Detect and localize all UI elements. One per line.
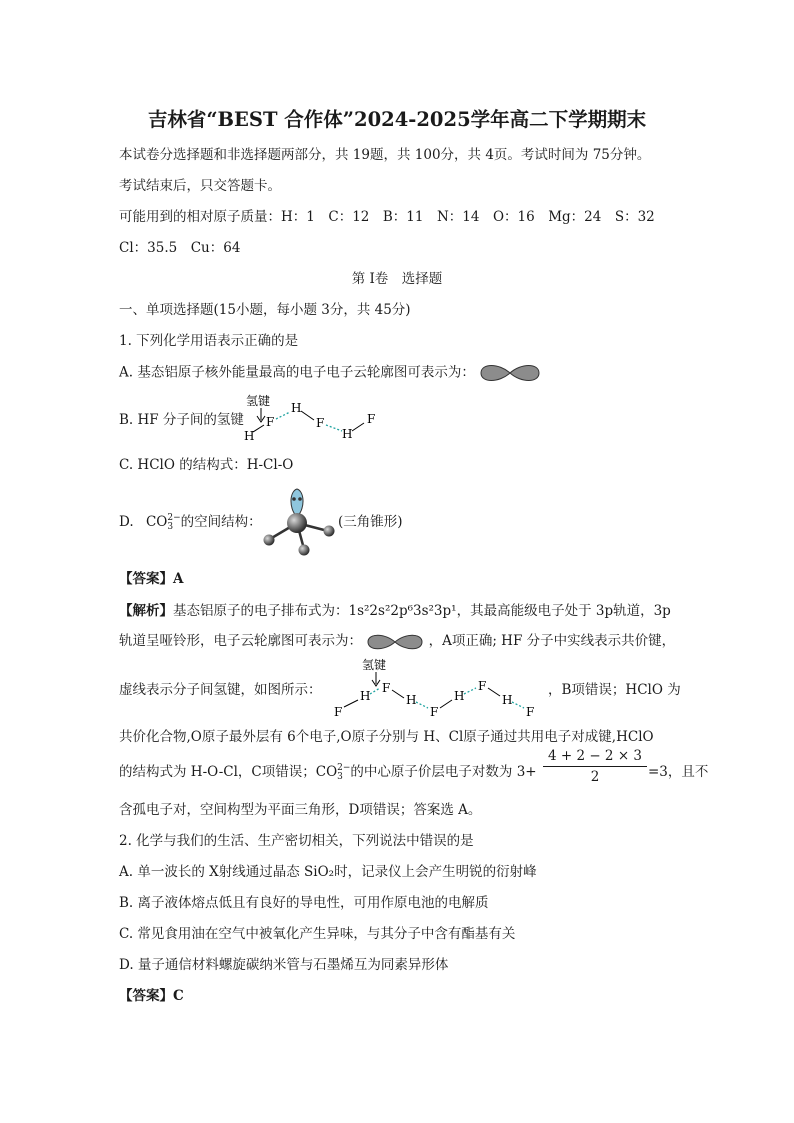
- q1-option-d-suffix: (三角锥形): [338, 514, 403, 530]
- ion-symbol: CO: [315, 764, 338, 780]
- analysis-text-2b: ，A项正确; HF 分子中实线表示共价键，: [428, 633, 676, 649]
- ion-charge: 2−: [167, 512, 181, 523]
- ion-symbol: CO: [145, 514, 168, 530]
- q1-option-d-prefix: D.: [119, 514, 134, 530]
- q2-option-a: A. 单一波长的 X射线通过晶态 SiO₂时，记录仪上会产生明锐的衍射峰: [119, 864, 537, 880]
- fraction-numerator: 4 + 2 − 2 × 3: [547, 748, 643, 764]
- svg-text:H: H: [360, 689, 371, 703]
- q1-option-c: C. HClO 的结构式：H-Cl-O: [119, 457, 294, 473]
- q1-analysis-line-6: 含孤电子对，空间构型为平面三角形，D项错误；答案选 A。: [119, 802, 482, 818]
- hbond-label: 氢键: [362, 658, 387, 672]
- intro-line-3: 可能用到的相对原子质量：H：1 C：12 B：11 N：14 O：16 Mg：24 S：32: [119, 209, 655, 225]
- q2-option-d: D. 量子通信材料螺旋碳纳米管与石墨烯互为同素异形体: [119, 957, 449, 973]
- q2-stem: 2. 化学与我们的生活、生产密切相关，下列说法中错误的是: [119, 833, 474, 849]
- q1-analysis-line-5c: =3，且不: [648, 764, 709, 780]
- q1-analysis-line-3a: 虚线表示分子间氢键，如图所示：: [119, 682, 322, 698]
- volume-title: 第 I卷 选择题: [351, 271, 443, 287]
- analysis-text-1: 基态铝原子的电子排布式为：1s²2s²2p⁶3s²3p¹，其最高能级电子处于 3p轨道，3p: [173, 603, 671, 619]
- q1-option-a-text: A. 基态铝原子核外能量最高的电子电子云轮廓图可表示为：: [119, 364, 475, 381]
- svg-text:F: F: [266, 415, 275, 429]
- page-title: 吉林省“BEST 合作体”2024-2025学年高二下学期期末: [147, 108, 647, 131]
- ion-charge: 2−: [337, 762, 351, 773]
- analysis-text-2a: 轨道呈哑铃形，电子云轮廓图可表示为：: [119, 633, 362, 649]
- ion-subscript: 3: [337, 771, 343, 782]
- intro-line-2: 考试结束后，只交答题卡。: [119, 178, 281, 194]
- q1-stem: 1. 下列化学用语表示正确的是: [119, 333, 299, 349]
- analysis-text-5a: 的结构式为 H-O-Cl，C项错误；: [119, 764, 316, 780]
- analysis-text-5b: 的中心原子价层电子对数为 3+: [350, 764, 537, 780]
- q2-option-c: C. 常见食用油在空气中被氧化产生异味，与其分子中含有酯基有关: [119, 926, 516, 942]
- q1-analysis-line-2: [119, 631, 675, 652]
- q1-analysis-line-5: [119, 762, 537, 782]
- svg-text:H: H: [502, 693, 513, 707]
- svg-text:H: H: [342, 427, 353, 441]
- svg-text:F: F: [526, 705, 535, 719]
- ion-subscript: 3: [167, 521, 174, 532]
- fraction: [543, 748, 647, 785]
- q2-option-b: B. 离子液体熔点低且有良好的导电性，可用作原电池的电解质: [119, 895, 489, 911]
- p-orbital-icon: [479, 362, 541, 384]
- hbond-label: 氢键: [246, 394, 271, 408]
- q1-analysis-line-4: 共价化合物,O原子最外层有 6个电子,O原子分别与 H、Cl原子通过共用电子对成键,HClO: [119, 729, 654, 745]
- svg-text:H: H: [244, 429, 255, 443]
- section-title: 一、单项选择题(15小题，每小题 3分，共 45分): [119, 302, 411, 318]
- carbonate-ion: [146, 514, 181, 530]
- trigonal-pyramid-model: [260, 487, 340, 557]
- svg-text:F: F: [430, 705, 439, 719]
- svg-text:F: F: [334, 705, 343, 719]
- svg-text:H: H: [291, 401, 302, 415]
- q1-option-b: B. HF 分子间的氢键: [119, 412, 244, 428]
- hf-hbond-diagram: [240, 392, 390, 446]
- q1-option-a: [119, 362, 541, 384]
- svg-text:H: H: [454, 689, 465, 703]
- fraction-denominator: 2: [590, 769, 600, 785]
- p-orbital-icon: [366, 632, 424, 652]
- carbonate-ion: [316, 764, 351, 780]
- svg-text:F: F: [382, 681, 391, 695]
- svg-text:F: F: [316, 416, 325, 430]
- svg-text:H: H: [406, 693, 417, 707]
- svg-text:F: F: [478, 679, 487, 693]
- hf-chain-diagram: [332, 656, 542, 720]
- intro-line-4: Cl：35.5 Cu：64: [119, 240, 241, 256]
- analysis-label: 【解析】: [119, 603, 173, 619]
- q1-analysis-line-3b: ，B项错误；HClO 为: [548, 682, 681, 698]
- q1-answer: 【答案】A: [119, 571, 184, 587]
- q1-analysis-line-1: [119, 601, 671, 621]
- q1-option-d: [119, 512, 262, 532]
- svg-text:F: F: [367, 412, 376, 426]
- intro-line-1: 本试卷分选择题和非选择题两部分，共 19题，共 100分，共 4页。考试时间为 75分钟。: [119, 147, 651, 163]
- q1-option-d-mid: 的空间结构：: [180, 514, 262, 530]
- q2-answer: 【答案】C: [119, 988, 184, 1004]
